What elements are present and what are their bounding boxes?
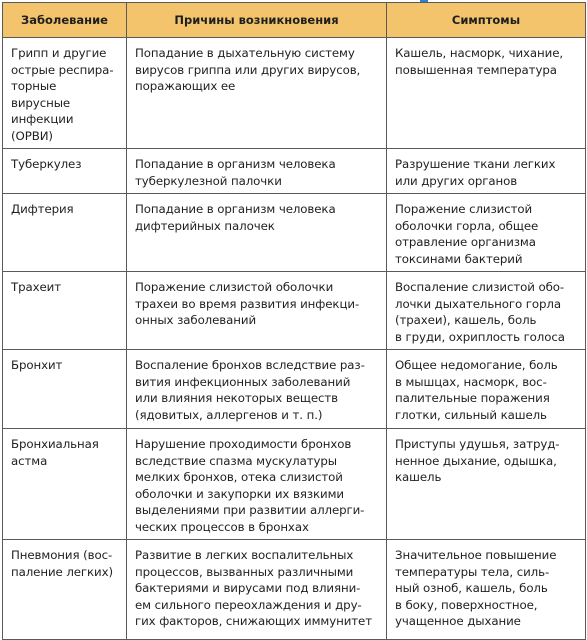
table-row <box>3 194 586 272</box>
table-body <box>3 38 586 640</box>
disease-cell: Бронхиальная астма <box>3 429 127 540</box>
disease-cell: Туберкулез <box>3 149 127 194</box>
cause-cell: Нарушение проходимости бронхов вследствие спазма мускулатуры мелких бронхов, отека слизистой оболочки и закупорки их вязкими выделениями при развитии аллерги- ческих процессов в бронхах <box>127 429 387 540</box>
header-symptoms: Симптомы <box>387 3 586 38</box>
cause-cell: Развитие в легких воспалительных процессов, вызванных различными бактериями и вирусами под влияни- ем сильного переохлаждения и дру- гих факторов, снижающих иммунитет <box>127 540 387 640</box>
header-disease: Заболевание <box>3 3 127 38</box>
symptoms-cell: Разрушение ткани легких или других органов <box>387 149 586 194</box>
symptoms-cell: Кашель, насморк, чихание, повышенная температура <box>387 38 586 149</box>
disease-cell: Грипп и другие острые респира- торные вирусные инфекции (ОРВИ) <box>3 38 127 149</box>
table-row <box>3 272 586 350</box>
cause-cell: Попадание в организм человека туберкулезной палочки <box>127 149 387 194</box>
disease-cell: Дифтерия <box>3 194 127 272</box>
header-row <box>3 3 586 38</box>
table-row <box>3 149 586 194</box>
disease-cell: Пневмония (вос- паление легких) <box>3 540 127 640</box>
table-row <box>3 350 586 429</box>
cause-cell: Попадание в организм человека дифтерийных палочек <box>127 194 387 272</box>
symptoms-cell: Значительное повышение температуры тела, силь- ный озноб, кашель, боль в боку, поверхностное, учащенное дыхание <box>387 540 586 640</box>
cause-cell: Попадание в дыхательную систему вирусов гриппа или других вирусов, поражающих ее <box>127 38 387 149</box>
table-row <box>3 429 586 540</box>
symptoms-cell: Общее недомогание, боль в мышцах, насморк, вос- палительные поражения глотки, сильный кашель <box>387 350 586 429</box>
disease-cell: Трахеит <box>3 272 127 350</box>
symptoms-cell: Воспаление слизистой обо- лочки дыхательного горла (трахеи), кашель, боль в груди, охриплость голоса <box>387 272 586 350</box>
cause-cell: Воспаление бронхов вследствие раз- вития инфекционных заболеваний или влияния некоторых веществ (ядовитых, аллергенов и т. п.) <box>127 350 387 429</box>
symptoms-cell: Поражение слизистой оболочки горла, общее отравление организма токсинами бактерий <box>387 194 586 272</box>
table-row <box>3 38 586 149</box>
table-header <box>3 3 586 38</box>
disease-table <box>2 2 586 640</box>
table-row <box>3 540 586 640</box>
symptoms-cell: Приступы удушья, затруд- ненное дыхание, одышка, кашель <box>387 429 586 540</box>
disease-cell: Бронхит <box>3 350 127 429</box>
cause-cell: Поражение слизистой оболочки трахеи во время развития инфекци- онных заболеваний <box>127 272 387 350</box>
header-causes: Причины возникновения <box>127 3 387 38</box>
